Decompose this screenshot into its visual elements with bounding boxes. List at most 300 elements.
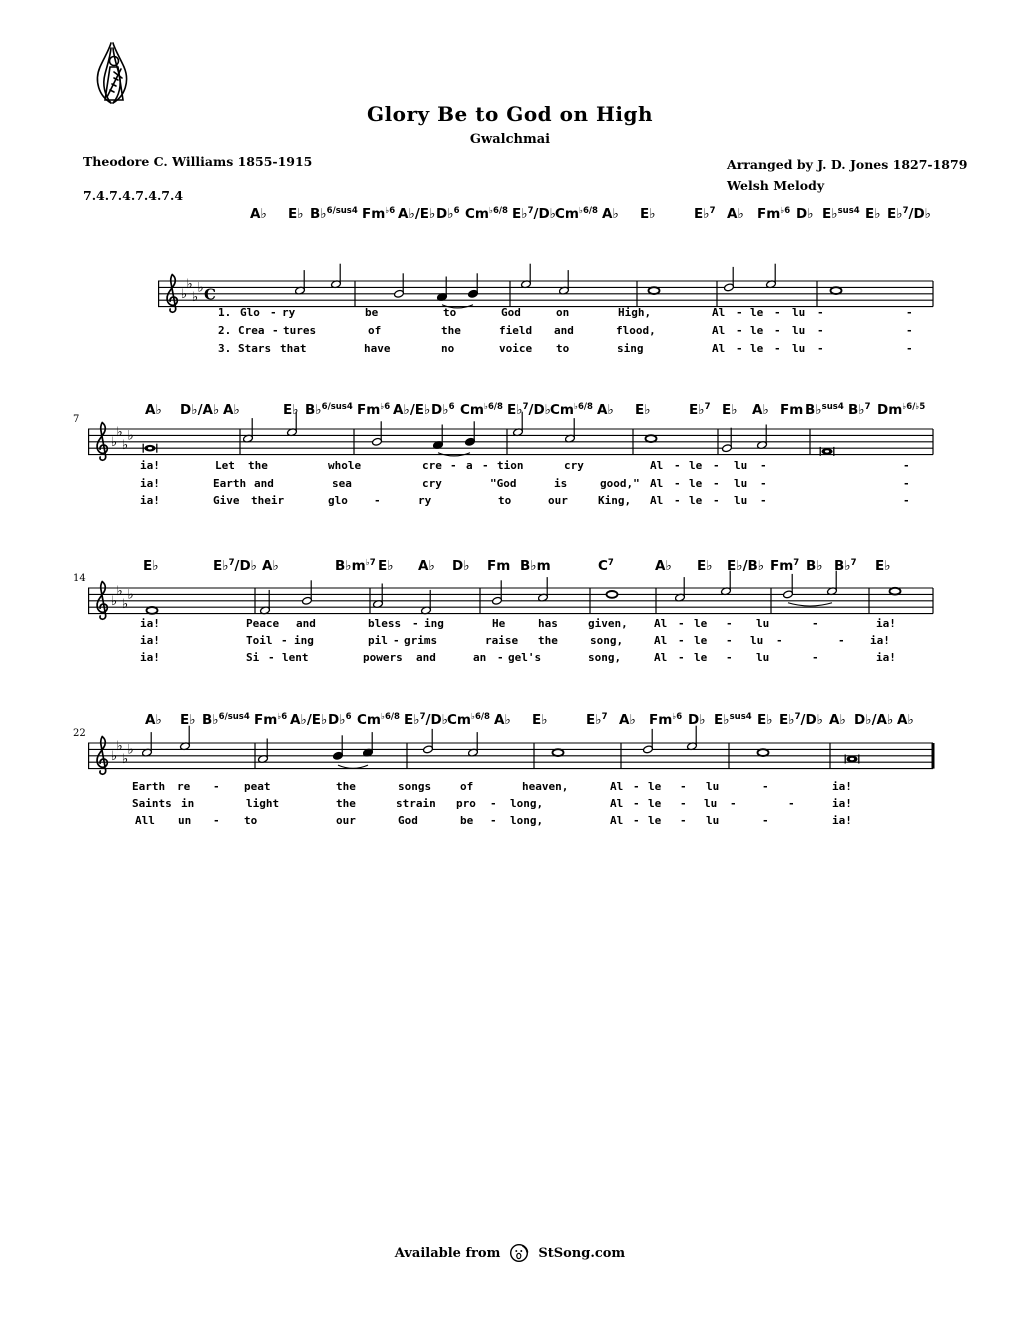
lyric-syllable: ia! [140, 494, 160, 507]
lyric-syllable: light [246, 797, 280, 810]
lyric-syllable: lu [756, 617, 770, 630]
note [437, 277, 448, 302]
lyric-syllable: be [365, 306, 379, 319]
lyric-syllable: Peace [246, 617, 280, 630]
lyric-syllable: - [674, 459, 681, 472]
note [492, 580, 503, 605]
note [758, 749, 769, 756]
lyric-syllable: - [497, 651, 504, 664]
note [521, 264, 532, 289]
chord-symbol: $Fm^{♭6}$ [357, 402, 391, 418]
note [646, 435, 657, 442]
lyric-syllable: ry [418, 494, 432, 507]
lyric-syllable: Toil [246, 634, 273, 647]
key-signature-flat-icon: ♭ [116, 425, 123, 441]
lyric-syllable: Al [650, 494, 664, 507]
note [465, 421, 476, 446]
lyric-syllable: - [726, 634, 733, 647]
lyric-syllable: our [548, 494, 568, 507]
lyric-syllable: ia! [876, 651, 896, 664]
lyric-syllable: Si [246, 651, 260, 664]
note [394, 273, 405, 298]
lyric-syllable: le [750, 342, 764, 355]
lyric-syllable: God [501, 306, 521, 319]
lyric-syllable: - [633, 780, 640, 793]
note [565, 418, 576, 443]
lyric-syllable: - [903, 494, 910, 507]
lyric-syllable: - [213, 780, 220, 793]
lyric-syllable: - [678, 651, 685, 664]
lyric-syllable: pro [456, 797, 476, 810]
lyric-syllable: Saints [132, 797, 172, 810]
note [421, 590, 432, 615]
lyric-syllable: - [633, 814, 640, 827]
lyric-syllable: - [713, 459, 720, 472]
lyric-syllable: and [296, 617, 316, 630]
measure-number: 22 [73, 728, 86, 739]
chord-symbol: E♭ [532, 712, 548, 728]
lyric-syllable: - [760, 459, 767, 472]
note [845, 755, 859, 764]
lyric-syllable: flood, [616, 324, 656, 337]
chord-symbol: E♭ [283, 402, 299, 418]
staff-system [73, 412, 933, 461]
note [468, 273, 479, 298]
lyric-syllable: song, [590, 634, 624, 647]
slur [438, 453, 470, 456]
note [260, 590, 271, 615]
chord-symbol: B♭$^7$ [848, 402, 871, 418]
lyric-syllable: - [680, 797, 687, 810]
lyric-syllable: songs [398, 780, 432, 793]
lyric-syllable: ry [282, 306, 296, 319]
lyric-syllable: Al [654, 617, 668, 630]
chord-symbol: A♭ [752, 402, 769, 418]
key-signature-flat-icon: ♭ [127, 428, 134, 444]
lyric-syllable: - [774, 342, 781, 355]
lyric-syllable: is [554, 477, 568, 490]
lyric-syllable: lu [734, 459, 748, 472]
lyric-syllable: le [694, 634, 708, 647]
lyric-syllable: voice [499, 342, 533, 355]
lyric-syllable: tion [497, 459, 524, 472]
note [766, 264, 777, 289]
key-signature-flat-icon: ♭ [111, 748, 118, 764]
chord-symbol: E♭$^7$ [689, 402, 711, 418]
lyric-syllable: cre [422, 459, 442, 472]
lyric-syllable: to [244, 814, 258, 827]
time-signature: C [204, 285, 216, 304]
lyric-syllable: Give [213, 494, 240, 507]
lyric-syllable: lu [704, 797, 718, 810]
lyric-syllable: cry [422, 477, 442, 490]
key-signature-flat-icon: ♭ [127, 587, 134, 603]
note [143, 444, 157, 453]
staff-system [73, 571, 933, 620]
lyric-syllable: 2. [218, 324, 232, 337]
key-signature-flat-icon: ♭ [111, 593, 118, 609]
lyric-syllable: the [336, 797, 356, 810]
chord-symbol: E♭ [640, 206, 656, 222]
note [142, 732, 153, 757]
lyric-syllable: pil [368, 634, 388, 647]
chord-symbol: E♭/B♭ [727, 558, 765, 574]
lyric-syllable: tures [283, 324, 317, 337]
chord-symbol: $Fm^{♭6}$ [254, 712, 288, 728]
lyric-syllable: - [268, 651, 275, 664]
lyric-syllable: given, [588, 617, 628, 630]
chord-symbol: $Fm^{♭6}$ [649, 712, 683, 728]
lyric-syllable: cry [564, 459, 584, 472]
lyric-syllable: the [336, 780, 356, 793]
lyric-syllable: - [906, 324, 913, 337]
melody-credit: Welsh Melody [727, 178, 825, 193]
lyric-syllable: le [648, 780, 662, 793]
lyric-syllable: - [903, 477, 910, 490]
chord-symbol: E♭$^7$/D♭ [887, 206, 932, 222]
lyric-syllable: - [726, 617, 733, 630]
lyric-syllable: - [412, 617, 419, 630]
lyric-syllable: lu [734, 494, 748, 507]
lyric-syllable: to [556, 342, 570, 355]
lyric-syllable: a [466, 459, 473, 472]
chord-symbol: B♭ [806, 558, 823, 574]
chord-symbol: $Cm^{♭6/8}$ [460, 402, 503, 418]
slur [788, 603, 832, 606]
lyric-syllable: - [730, 797, 737, 810]
lyric-syllable: long, [510, 797, 544, 810]
chord-symbol: D♭$^6$ [328, 712, 352, 728]
lyric-syllable: no [441, 342, 455, 355]
lyric-syllable: ing [294, 634, 314, 647]
chord-symbol: Fm$^7$ [770, 558, 800, 574]
lyric-syllable: peat [244, 780, 271, 793]
chord-symbol: A♭ [418, 558, 435, 574]
chord-symbol: E♭$^7$/D♭ [507, 402, 552, 418]
note [890, 588, 901, 595]
chord-symbol: E♭ [288, 206, 304, 222]
chord-symbol: E♭$^7$/D♭ [779, 712, 824, 728]
note [721, 571, 732, 596]
lyric-syllable: "God [490, 477, 517, 490]
note [783, 574, 794, 599]
note [372, 421, 383, 446]
note [649, 287, 660, 294]
lyric-syllable: sing [617, 342, 644, 355]
lyric-syllable: bless [368, 617, 402, 630]
lyric-syllable: - [817, 324, 824, 337]
note [363, 732, 374, 757]
lyric-syllable: long, [510, 814, 544, 827]
lyric-syllable: - [213, 814, 220, 827]
chord-symbol: A♭ [727, 206, 744, 222]
staff-system [73, 726, 933, 775]
lyric-syllable: lent [282, 651, 309, 664]
lyric-syllable: - [817, 342, 824, 355]
lyric-syllable: Al [712, 306, 726, 319]
chord-symbol: E♭ [865, 206, 881, 222]
chord-symbol: A♭ [145, 712, 162, 728]
lyric-syllable: - [812, 651, 819, 664]
treble-clef-icon [97, 737, 107, 775]
note [553, 749, 564, 756]
lyric-syllable: whole [328, 459, 362, 472]
chord-symbol: $Cm^{♭6/8}$ [555, 206, 598, 222]
note [373, 584, 384, 609]
key-signature-flat-icon: ♭ [127, 742, 134, 758]
note [643, 729, 654, 754]
chord-symbol: B♭$^{sus4}$ [805, 402, 844, 418]
chord-symbol: D♭ [452, 558, 470, 574]
lyric-syllable: the [538, 634, 558, 647]
author-credit: Theodore C. Williams 1855-1915 [83, 154, 313, 169]
lyric-syllable: - [374, 494, 381, 507]
note [831, 287, 842, 294]
treble-clef-icon [97, 423, 107, 461]
chord-symbol: E♭ [757, 712, 773, 728]
chord-symbol: E♭$^7$/D♭ [512, 206, 557, 222]
hymn-title: Glory Be to God on High [366, 102, 653, 126]
lyric-syllable: ia! [140, 651, 160, 664]
singing-face-icon [507, 1241, 531, 1265]
note [827, 571, 838, 596]
lyric-syllable: the [248, 459, 268, 472]
lyric-syllable: - [713, 477, 720, 490]
measure-number: 7 [73, 414, 80, 425]
chord-symbol: E♭$^7$/D♭ [213, 558, 258, 574]
slur [338, 765, 368, 768]
lyric-syllable: - [678, 634, 685, 647]
lyric-syllable: le [648, 797, 662, 810]
lyric-syllable: heaven, [522, 780, 569, 793]
lyric-syllable: - [678, 617, 685, 630]
lyric-syllable: be [460, 814, 474, 827]
lyric-syllable: 3. [218, 342, 232, 355]
footer-prefix: Available from [394, 1245, 501, 1261]
lyric-syllable: - [906, 306, 913, 319]
chord-symbol: A♭ [262, 558, 279, 574]
lyric-syllable: - [713, 494, 720, 507]
lyric-syllable: - [736, 306, 743, 319]
lyric-syllable: Al [650, 459, 664, 472]
lyric-syllable: un [178, 814, 192, 827]
lyric-syllable: lu [756, 651, 770, 664]
lyric-syllable: an [473, 651, 487, 664]
chord-symbol: D♭$^6$ [431, 402, 455, 418]
chord-symbol: D♭/A♭ [180, 402, 220, 418]
lyric-syllable: of [368, 324, 382, 337]
chord-symbol: E♭$^7$ [694, 206, 716, 222]
lyric-syllable: Crea [238, 324, 265, 337]
lyric-syllable: le [689, 459, 703, 472]
key-signature-flat-icon: ♭ [192, 290, 199, 305]
chord-symbol: $B♭m^{♭7}$ [335, 558, 376, 574]
chord-symbol: A♭ [655, 558, 672, 574]
lyric-syllable: in [181, 797, 195, 810]
lyric-syllable: their [251, 494, 285, 507]
lyric-syllable: of [460, 780, 474, 793]
lyric-syllable: and [554, 324, 574, 337]
lyric-syllable: raise [485, 634, 519, 647]
note [295, 270, 306, 295]
chord-symbol: B♭$^7$ [834, 558, 857, 574]
lyric-syllable: lu [750, 634, 764, 647]
lyric-syllable: le [694, 617, 708, 630]
measure-number: 14 [73, 573, 86, 584]
lyric-syllable: All [135, 814, 155, 827]
lyric-syllable: - [760, 494, 767, 507]
lyric-syllable: grims [404, 634, 438, 647]
key-signature-flat-icon: ♭ [111, 434, 118, 450]
chord-symbol: Fm [487, 558, 511, 574]
lyric-syllable: glo [328, 494, 348, 507]
note [820, 447, 834, 456]
note [757, 425, 768, 450]
lyric-syllable: ia! [832, 814, 852, 827]
chord-symbol: B♭$^{6/sus4}$ [310, 206, 358, 222]
chord-symbol: $Cm^{♭6/8}$ [465, 206, 508, 222]
chord-symbol: A♭ [145, 402, 162, 418]
lyric-syllable: - [490, 814, 497, 827]
lyric-syllable: le [689, 477, 703, 490]
lyric-syllable: le [648, 814, 662, 827]
lyric-syllable: le [750, 306, 764, 319]
lyric-syllable: strain [396, 797, 436, 810]
note [147, 607, 158, 614]
lyric-syllable: Al [650, 477, 664, 490]
lyric-syllable: God [398, 814, 418, 827]
chord-symbol: Fm [780, 402, 804, 418]
note [258, 739, 269, 764]
chord-symbol: $Cm^{♭6/8}$ [447, 712, 490, 728]
lyric-syllable: - [736, 324, 743, 337]
chord-symbol: $C^7$ [598, 558, 614, 574]
lyric-syllable: good," [600, 477, 640, 490]
note [607, 591, 618, 598]
lyric-syllable: le [750, 324, 764, 337]
lyric-syllable: ia! [140, 477, 160, 490]
key-signature-flat-icon: ♭ [122, 752, 129, 767]
lyric-syllable: Al [712, 342, 726, 355]
chord-symbol: A♭ [494, 712, 511, 728]
lyric-syllable: - [674, 477, 681, 490]
chord-symbol: $Fm^{♭6}$ [362, 206, 396, 222]
lyric-syllable: on [556, 306, 570, 319]
chord-symbol: E♭$^7$/D♭ [404, 712, 449, 728]
chord-symbol: E♭ [875, 558, 891, 574]
lyric-syllable: - [760, 477, 767, 490]
chord-symbol: D♭ [796, 206, 814, 222]
chord-symbol: A♭/E♭ [290, 712, 328, 728]
lyric-syllable: - [903, 459, 910, 472]
lyric-syllable: le [694, 651, 708, 664]
chord-symbol: A♭ [897, 712, 914, 728]
lyric-syllable: the [441, 324, 461, 337]
note [302, 580, 313, 605]
lyric-syllable: Al [654, 651, 668, 664]
lyric-syllable: gel's [508, 651, 542, 664]
lyric-syllable: song, [588, 651, 622, 664]
lyric-syllable: - [281, 634, 288, 647]
note [722, 428, 733, 453]
note [675, 577, 686, 602]
lyric-syllable: 1. [218, 306, 232, 319]
lyric-syllable: - [674, 494, 681, 507]
lyric-syllable: - [906, 342, 913, 355]
lyric-syllable: and [416, 651, 436, 664]
lyric-syllable: - [788, 797, 795, 810]
treble-clef-icon [97, 582, 107, 620]
chord-symbol: E♭$^{sus4}$ [822, 206, 860, 222]
lyric-syllable: powers [363, 651, 403, 664]
lyric-syllable: lu [792, 342, 806, 355]
lyric-syllable: - [393, 634, 400, 647]
lyric-syllable: ia! [140, 617, 160, 630]
staff-system [158, 264, 933, 313]
lyric-syllable: - [838, 634, 845, 647]
key-signature-flat-icon: ♭ [122, 438, 129, 453]
lyric-syllable: lu [706, 814, 720, 827]
chord-symbol: $Fm^{♭6}$ [757, 206, 791, 222]
lyric-syllable: le [689, 494, 703, 507]
note [433, 425, 444, 450]
note [468, 732, 479, 757]
lyric-syllable: - [482, 459, 489, 472]
note [687, 726, 698, 751]
note [559, 270, 570, 295]
lyric-syllable: ia! [140, 459, 160, 472]
lyric-syllable: sea [332, 477, 352, 490]
lyric-syllable: - [490, 797, 497, 810]
lyric-syllable: - [774, 324, 781, 337]
lyric-syllable: have [364, 342, 391, 355]
lyric-syllable: ia! [870, 634, 890, 647]
lyric-syllable: ia! [876, 617, 896, 630]
lyric-syllable: to [498, 494, 512, 507]
note [724, 267, 735, 292]
lyric-syllable: High, [618, 306, 652, 319]
lyric-syllable: - [633, 797, 640, 810]
lyric-syllable: Al [610, 797, 624, 810]
lyric-syllable: - [736, 342, 743, 355]
chord-symbol: $Cm^{♭6/8}$ [550, 402, 593, 418]
note [243, 418, 254, 443]
chord-symbol: D♭/A♭ [854, 712, 894, 728]
chord-symbol: B♭$^{6/sus4}$ [305, 402, 353, 418]
chord-symbol: A♭/E♭ [398, 206, 436, 222]
tune-name: Gwalchmai [469, 132, 551, 147]
footer-site: StSong.com [538, 1245, 626, 1261]
chord-symbol: E♭ [378, 558, 394, 574]
lyric-syllable: - [762, 780, 769, 793]
chord-symbol: A♭/E♭ [393, 402, 431, 418]
lyric-syllable: - [812, 617, 819, 630]
publisher-angel-logo angel-icon [86, 38, 140, 106]
lyric-syllable: ing [424, 617, 444, 630]
note [538, 577, 549, 602]
lyric-syllable: Al [654, 634, 668, 647]
lyric-syllable: - [680, 780, 687, 793]
lyric-syllable: lu [792, 324, 806, 337]
lyric-syllable: - [774, 306, 781, 319]
note [180, 726, 191, 751]
key-signature-flat-icon: ♭ [116, 739, 123, 755]
lyric-syllable: - [762, 814, 769, 827]
lyric-syllable: - [726, 651, 733, 664]
chord-symbol: E♭ [722, 402, 738, 418]
lyric-syllable: that [280, 342, 307, 355]
chord-symbol: D♭$^6$ [436, 206, 460, 222]
